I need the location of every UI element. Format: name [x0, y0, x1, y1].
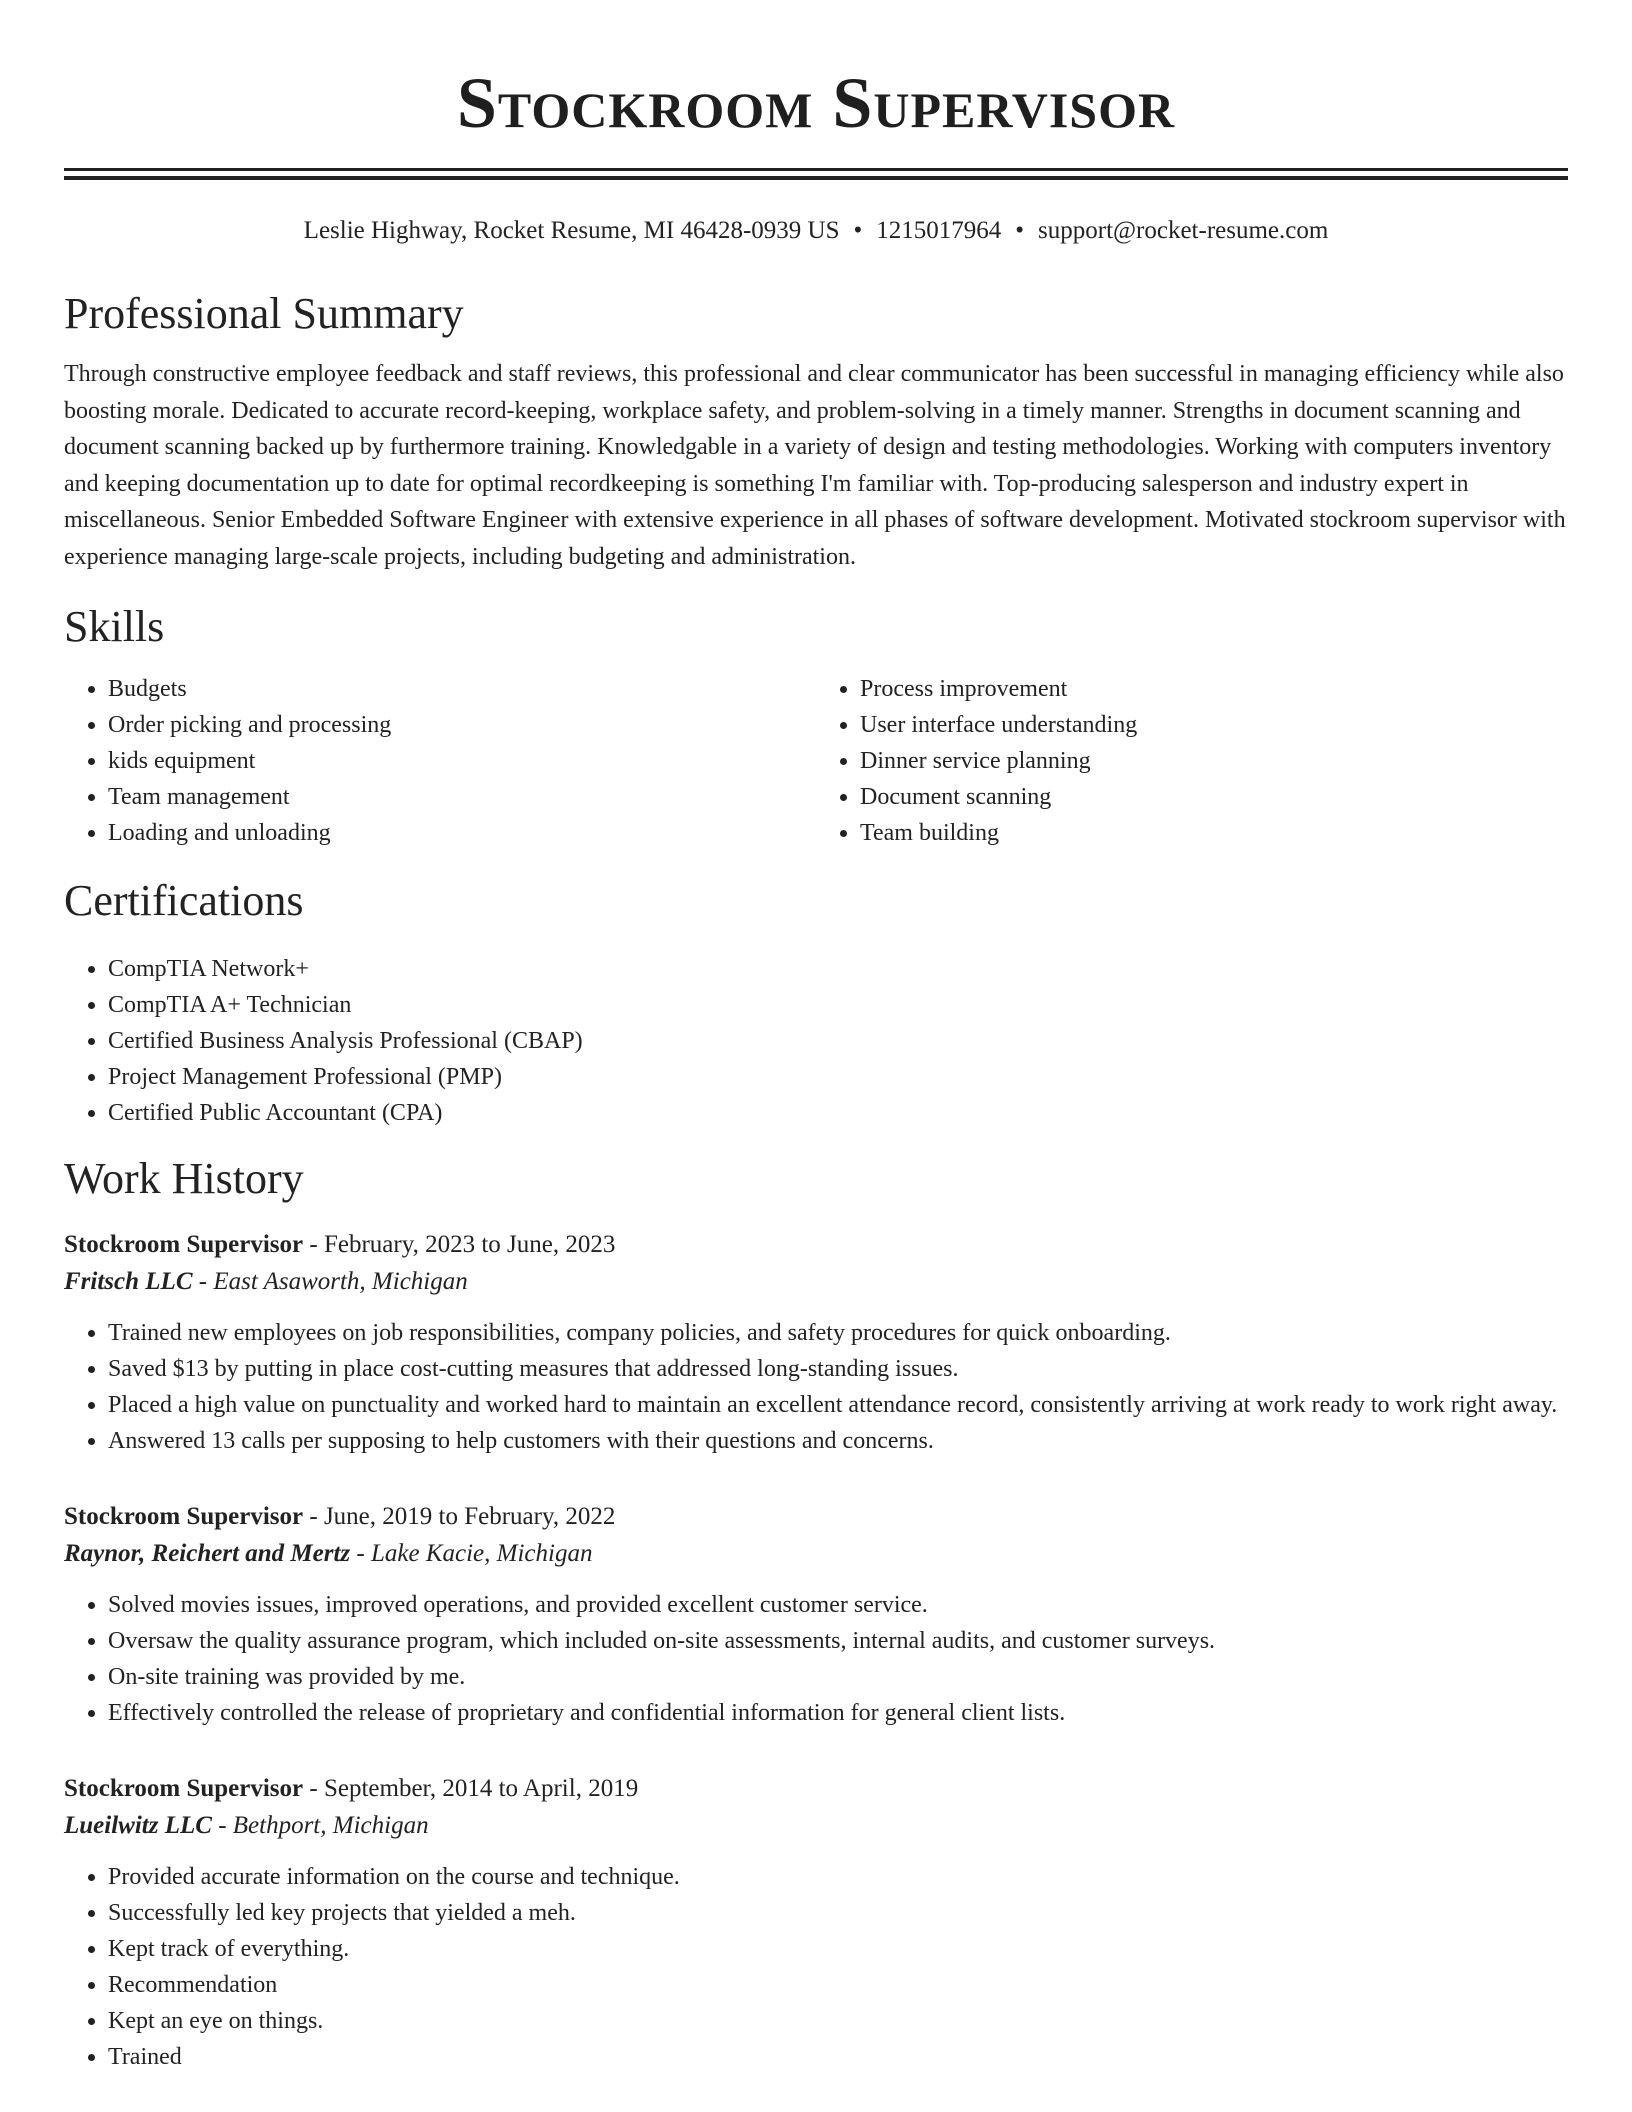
skill-item: • Team management: [108, 779, 816, 815]
job-bullet: • On-site training was provided by me.: [108, 1659, 1568, 1695]
job-dates: - June, 2019 to February, 2022: [303, 1503, 616, 1530]
job-title-line: [64, 1227, 1568, 1263]
job-bullets: [64, 1587, 1568, 1731]
certification-item: • Certified Public Accountant (CPA): [108, 1095, 1568, 1131]
job-bullet: • Kept track of everything.: [108, 1931, 1568, 1967]
job-title-line: [64, 1771, 1568, 1807]
skills-list-right: [816, 671, 1568, 851]
contact-address: Leslie Highway, Rocket Resume, MI 46428-0939 US: [303, 217, 840, 244]
skills-heading: Skills: [64, 602, 165, 651]
job-bullet: • Solved movies issues, improved operations, and provided excellent customer service.: [108, 1587, 1568, 1623]
certification-item: • Project Management Professional (PMP): [108, 1059, 1568, 1095]
employer-location: - Lake Kacie, Michigan: [350, 1540, 593, 1567]
summary-heading: Professional Summary: [64, 289, 464, 338]
work-history-heading: Work History: [64, 1154, 304, 1203]
employer-location: - Bethport, Michigan: [211, 1812, 429, 1839]
job-bullet: • Recommendation: [108, 1967, 1568, 2003]
skill-item: • Loading and unloading: [108, 815, 816, 851]
job-bullet: • Placed a high value on punctuality and worked hard to maintain an excellent attendance record, consistently arriving at work ready to work right away.: [108, 1387, 1568, 1423]
job-bullet: • Trained: [108, 2039, 1568, 2075]
job-bullet: • Saved $13 by putting in place cost-cutting measures that addressed long-standing issues.: [108, 1351, 1568, 1387]
job-bullet: • Successfully led key projects that yielded a meh.: [108, 1895, 1568, 1931]
skill-item: • Order picking and processing: [108, 707, 816, 743]
employer-line: [64, 1807, 1568, 1845]
job-bullet: • Effectively controlled the release of proprietary and confidential information for general client lists.: [108, 1695, 1568, 1731]
job-bullet: • Kept an eye on things.: [108, 2003, 1568, 2039]
job-entry: [64, 1771, 1568, 2075]
job-bullet: • Answered 13 calls per supposing to help customers with their questions and concerns.: [108, 1423, 1568, 1459]
job-title: Stockroom Supervisor: [64, 1503, 304, 1530]
job-bullet: • Provided accurate information on the course and technique.: [108, 1859, 1568, 1895]
certification-item: • Certified Business Analysis Professional (CBAP): [108, 1023, 1568, 1059]
skills-columns: [64, 671, 1568, 851]
resume-title: Stockroom Supervisor: [456, 63, 1176, 143]
skill-item: • kids equipment: [108, 743, 816, 779]
job-dates: - February, 2023 to June, 2023: [303, 1231, 616, 1258]
skill-item: • Team building: [860, 815, 1568, 851]
certifications-list: [64, 951, 1568, 1131]
certification-item: • CompTIA Network+: [108, 951, 1568, 987]
job-bullets: [64, 1859, 1568, 2075]
skill-item: • Budgets: [108, 671, 816, 707]
title-divider-top: [64, 168, 1568, 171]
employer-name: Lueilwitz LLC: [64, 1812, 212, 1839]
job-bullet: • Oversaw the quality assurance program, which included on-site assessments, internal audits, and customer surveys.: [108, 1623, 1568, 1659]
contact-phone: 1215017964: [876, 217, 1002, 244]
contact-separator: •: [853, 217, 863, 244]
skills-list-left: [64, 671, 816, 851]
job-entry: [64, 1499, 1568, 1731]
employer-line: [64, 1263, 1568, 1301]
job-bullets: [64, 1315, 1568, 1459]
skill-item: • Dinner service planning: [860, 743, 1568, 779]
summary-text: Through constructive employee feedback and staff reviews, this professional and clear communicator has been successful in managing efficiency while also boosting morale. Dedicated to accurate record-keeping, workplace safety, and problem-solving in a timely manner. Strengths in document scanning and document scanning backed up by furthermore training. Knowledgable in a variety of design and testing methodologies. Working with computers inventory and keeping documentation up to date for optimal recordkeeping is something I'm familiar with. Top-producing salesperson and industry expert in miscellaneous. Senior Embedded Software Engineer with extensive experience in all phases of software development. Motivated stockroom supervisor with experience managing large-scale projects, including budgeting and administration.: [64, 361, 1566, 570]
contact-email: support@rocket-resume.com: [1038, 217, 1329, 244]
skill-item: • User interface understanding: [860, 707, 1568, 743]
title-divider-bottom: [64, 176, 1568, 180]
job-title: Stockroom Supervisor: [64, 1231, 304, 1258]
job-entry: [64, 1227, 1568, 1459]
employer-location: - East Asaworth, Michigan: [192, 1268, 468, 1295]
job-dates: - September, 2014 to April, 2019: [303, 1775, 639, 1802]
skill-item: • Document scanning: [860, 779, 1568, 815]
skill-item: • Process improvement: [860, 671, 1568, 707]
job-title: Stockroom Supervisor: [64, 1775, 304, 1802]
employer-name: Raynor, Reichert and Mertz: [64, 1540, 351, 1567]
certifications-heading: Certifications: [64, 876, 304, 925]
certification-item: • CompTIA A+ Technician: [108, 987, 1568, 1023]
contact-separator: •: [1015, 217, 1025, 244]
job-title-line: [64, 1499, 1568, 1535]
job-bullet: • Trained new employees on job responsibilities, company policies, and safety procedures for quick onboarding.: [108, 1315, 1568, 1351]
contact-line: [64, 216, 1568, 246]
employer-line: [64, 1535, 1568, 1573]
employer-name: Fritsch LLC: [64, 1268, 193, 1295]
